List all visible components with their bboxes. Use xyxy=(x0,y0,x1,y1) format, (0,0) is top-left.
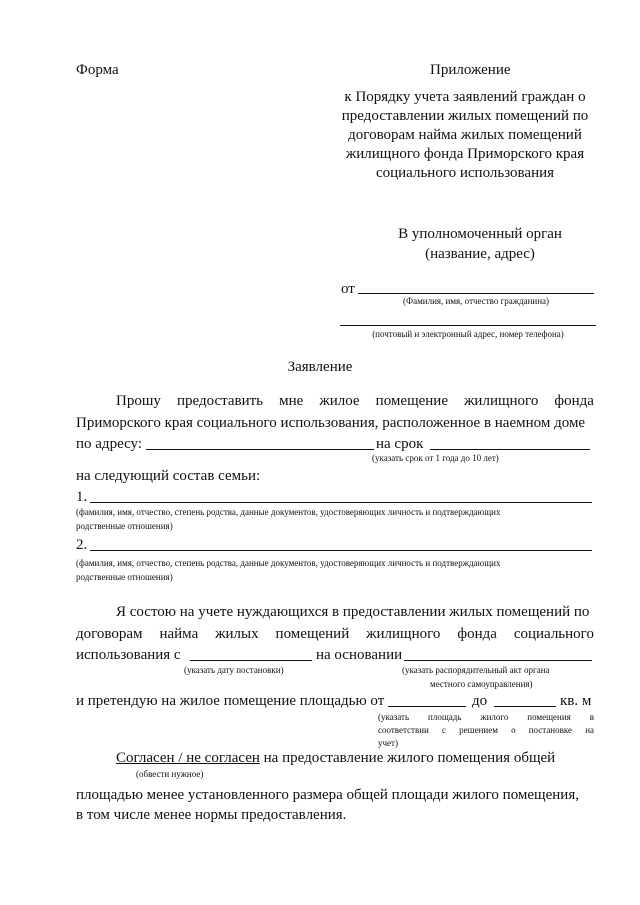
registration-line2 xyxy=(76,625,594,644)
word: мне xyxy=(279,393,304,409)
term-label: на срок xyxy=(376,436,424,452)
form-label: Форма xyxy=(76,62,119,78)
word: жилого xyxy=(480,712,509,722)
word: фонда xyxy=(457,626,497,642)
address-field-line[interactable] xyxy=(146,449,374,450)
word: фонда xyxy=(554,393,594,409)
since-label: использования с xyxy=(76,647,181,663)
word: предоставить xyxy=(176,393,264,409)
request-line1 xyxy=(116,392,594,411)
area-unit: кв. м xyxy=(560,693,592,709)
from-label: от xyxy=(341,281,355,297)
word: на xyxy=(585,725,594,735)
area-hint-line2 xyxy=(378,724,594,736)
appendix-line: социального использования xyxy=(375,165,555,181)
word: жилищного xyxy=(464,393,539,409)
family-member-hint: (фамилия, имя, отчество, степень родства, данные документов, удостоверяющих личность и подтверждающих xyxy=(76,558,501,568)
word: жилых xyxy=(215,626,259,642)
word: договорам xyxy=(76,626,143,642)
registration-date-field-line[interactable] xyxy=(190,660,312,661)
name-field-line[interactable] xyxy=(358,293,594,294)
registration-line1: Я состою на учете нуждающихся в предоставлении жилых помещений по xyxy=(116,604,590,620)
basis-label: на основании xyxy=(316,647,403,663)
family-label: на следующий состав семьи: xyxy=(76,468,261,484)
contact-hint: (почтовый и электронный адрес, номер телефона) xyxy=(372,329,564,339)
word: помещение xyxy=(375,393,448,409)
term-hint: (указать срок от 1 года до 10 лет) xyxy=(372,453,499,463)
family-member-number: 2. xyxy=(76,537,88,553)
appendix-label: Приложение xyxy=(430,62,511,78)
addressee-line2: (название, адрес) xyxy=(425,246,535,262)
consent-line3: в том числе менее нормы предоставления. xyxy=(76,807,347,823)
contact-field-line[interactable] xyxy=(340,325,596,326)
act-hint: (указать распорядительный акт органа xyxy=(402,665,550,675)
act-hint: местного самоуправления) xyxy=(430,679,533,689)
family-member-hint: (фамилия, имя, отчество, степень родства, данные документов, удостоверяющих личность и подтверждающих xyxy=(76,507,501,517)
appendix-line: предоставлении жилых помещений по xyxy=(341,108,589,124)
area-from-field-line[interactable] xyxy=(388,706,466,707)
addressee-line1: В уполномоченный орган xyxy=(398,226,562,242)
area-claim-label: и претендую на жилое помещение площадью от xyxy=(76,693,385,709)
address-label: по адресу: xyxy=(76,436,143,452)
family-member-number: 1. xyxy=(76,489,88,505)
name-hint: (Фамилия, имя, отчество гражданина) xyxy=(402,296,550,306)
word: социального xyxy=(513,626,594,642)
area-to-label: до xyxy=(472,693,488,709)
request-line2: Приморского края социального использования, расположенное в наемном доме xyxy=(76,415,586,431)
family-member-field-line[interactable] xyxy=(90,502,592,503)
word: помещения xyxy=(527,712,571,722)
word: в xyxy=(589,712,594,722)
family-member-hint: родственные отношения) xyxy=(76,572,173,582)
word: (указать xyxy=(378,712,410,722)
word: постановке xyxy=(528,725,573,735)
word: соответствии xyxy=(378,725,429,735)
consent-hint: (обвести нужное) xyxy=(136,769,204,779)
basis-field-line[interactable] xyxy=(404,660,592,661)
consent-line1 xyxy=(116,749,555,768)
consent-option[interactable]: Согласен / не согласен xyxy=(116,750,260,766)
area-hint-line3: учет) xyxy=(378,738,398,748)
word: Прошу xyxy=(116,393,161,409)
appendix-text xyxy=(330,88,600,183)
consent-line2: площадью менее установленного размера общей площади жилого помещения, xyxy=(76,787,579,803)
word: решением xyxy=(459,725,498,735)
word: жилищного xyxy=(366,626,441,642)
word: жилое xyxy=(319,393,360,409)
consent-rest: на предоставление жилого помещения общей xyxy=(263,750,556,766)
document-title: Заявление xyxy=(287,359,353,375)
family-member-field-line[interactable] xyxy=(90,550,592,551)
word: с xyxy=(442,725,447,735)
area-to-field-line[interactable] xyxy=(494,706,556,707)
appendix-line: жилищного фонда Приморского края xyxy=(345,146,585,162)
word: площадь xyxy=(428,712,462,722)
appendix-line: к Порядку учета заявлений граждан о xyxy=(344,89,586,105)
term-field-line[interactable] xyxy=(430,449,590,450)
area-hint-line1 xyxy=(378,711,594,723)
appendix-line: договорам найма жилых помещений xyxy=(348,127,582,143)
word: о xyxy=(511,725,516,735)
date-hint: (указать дату постановки) xyxy=(184,665,284,675)
family-member-hint: родственные отношения) xyxy=(76,521,173,531)
word: найма xyxy=(159,626,199,642)
word: помещений xyxy=(275,626,350,642)
